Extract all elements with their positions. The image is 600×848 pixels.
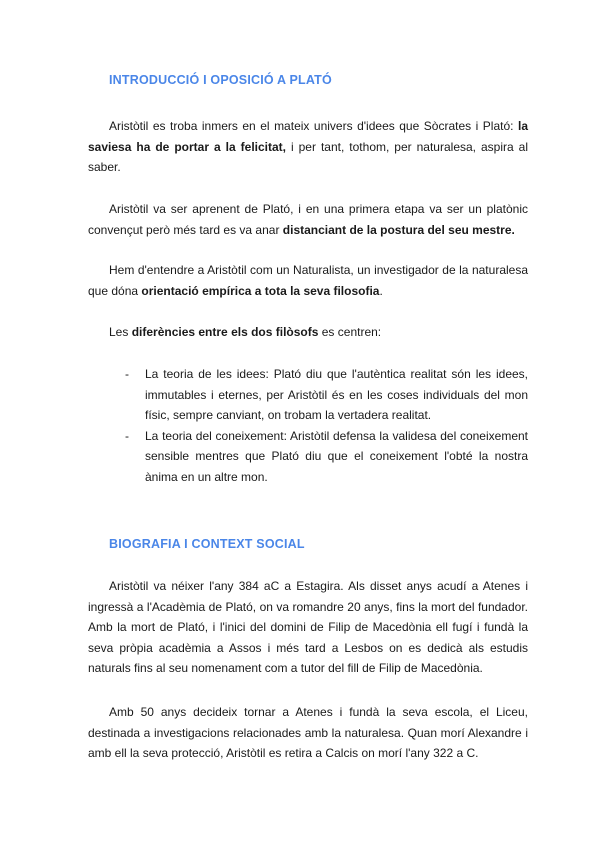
text: Hem d'entendre a Aristòtil com un Naturalista, un investigador de la naturalesa que dóna	[88, 263, 528, 298]
list-item-text: La teoria del coneixement: Aristòtil defensa la validesa del coneixement sensible mentres que Plató diu que el coneixement l'obté la nostra ànima en un altre mon.	[145, 428, 528, 484]
paragraph-intro-3	[88, 260, 528, 301]
paragraph-intro-1	[88, 116, 528, 178]
list-item-text: La teoria de les idees: Plató diu que l'autèntica realitat són les idees, immutables i eternes, per Aristòtil és en les coses individuals del mon físic, sempre canviant, on trobam la vertadera realitat.	[145, 367, 528, 422]
text: Aristòtil es troba inmers en el mateix univers d'idees que Sòcrates i Plató:	[109, 119, 518, 133]
paragraph-biography-1	[88, 576, 528, 679]
section-heading-biography: BIOGRAFIA I CONTEXT SOCIAL	[109, 537, 305, 551]
text: .	[379, 283, 383, 298]
section-heading-introduction: INTRODUCCIÓ I OPOSICIÓ A PLATÓ	[109, 73, 332, 87]
text: i per tant, tothom, per naturalesa, aspira al saber.	[88, 139, 528, 174]
text: Les	[109, 325, 132, 339]
paragraph-biography-2	[88, 702, 528, 764]
bold-text: distanciant de la postura del seu mestre.	[282, 222, 515, 237]
bold-text: orientació empírica a tota la seva filosofia	[141, 283, 380, 298]
text: es centren:	[318, 325, 382, 339]
bold-text: la saviesa ha de portar a la felicitat,	[88, 119, 528, 154]
differences-list	[125, 364, 528, 487]
list-item	[125, 426, 528, 488]
paragraph-differences-lead	[109, 322, 381, 343]
bold-text: diferències entre els dos filòsofs	[131, 325, 319, 339]
text: Aristòtil va néixer l'any 384 aC a Estagira. Als disset anys acudí a Atenes i ingressà a l'Acadèmia de Plató, on va romandre 20 anys, fins la mort del fundador. Amb la mort de Plató, i l'inici del domini de Filip de Macedònia ell fugí i fundà la seva pròpia acadèmia a Assos i més tard a Lesbos on es dedicà als estudis naturals fins al seu nomenament com a tutor del fill de Filip de Macedònia.	[88, 579, 528, 675]
text: Amb 50 anys decideix tornar a Atenes i fundà la seva escola, el Liceu, destinada a investigacions relacionades amb la naturalesa. Quan morí Alexandre i amb ell la seva protecció, Aristòtil es retira a Calcis on morí l'any 322 a C.	[88, 705, 528, 760]
list-dash: -	[125, 428, 129, 443]
text: Aristòtil va ser aprenent de Plató, i en una primera etapa va ser un platònic convençut però més tard es va anar	[88, 202, 528, 237]
list-item	[125, 364, 528, 426]
list-dash: -	[125, 367, 129, 381]
paragraph-intro-2	[88, 199, 528, 240]
